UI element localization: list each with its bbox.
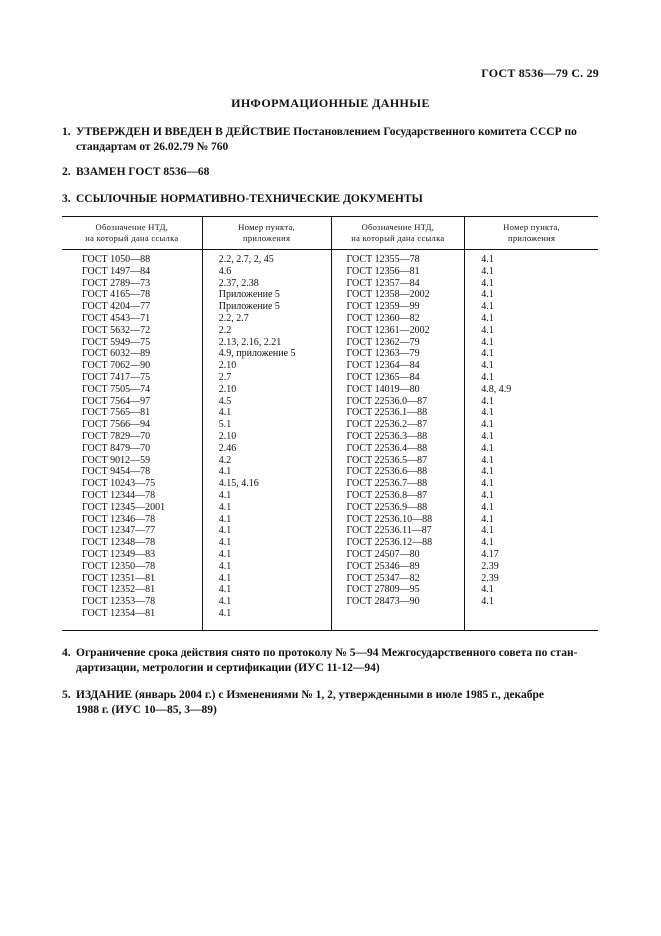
- table-cell-ntd: ГОСТ 12348—78: [82, 537, 156, 549]
- table-cell-ntd: ГОСТ 2789—73: [82, 277, 151, 289]
- section-text-line1: УТВЕРЖДЕН И ВВЕДЕН В ДЕЙСТВИЕ Постановлением Государственного комитета СССР по: [76, 126, 577, 138]
- table-cell-item: 2.10: [218, 430, 237, 442]
- table-cell-ntd: ГОСТ 7566—94: [82, 419, 151, 431]
- section-text-line2: стандартам от 26.02.79 № 760: [76, 141, 229, 153]
- table-cell-item: 2.2, 2.7: [218, 312, 249, 324]
- section-text: ВЗАМЕН ГОСТ 8536—68: [76, 166, 210, 178]
- table-cell-ntd: ГОСТ 22536.11—87: [346, 525, 432, 537]
- table-cell-ntd: ГОСТ 4204—77: [82, 301, 151, 313]
- table-cell-item: 4.1: [481, 466, 494, 478]
- table-cell-item: 4.17: [481, 548, 499, 560]
- table-cell-item: 4.1: [481, 277, 494, 289]
- table-header-row: [62, 217, 598, 250]
- table-cell-ntd: ГОСТ 12351—81: [82, 572, 156, 584]
- table-cell-item: 4.1: [481, 395, 494, 407]
- table-cell-item: 2.46: [218, 442, 237, 454]
- table-cell-ntd: ГОСТ 12356—81: [346, 265, 420, 277]
- table-cell-ntd: ГОСТ 12362—79: [346, 336, 420, 348]
- table-cell-item: 4.8, 4.9: [481, 383, 512, 395]
- table-cell-ntd: ГОСТ 14019—80: [346, 383, 420, 395]
- column-ntd-left: [62, 250, 203, 630]
- table-cell-item: 4.1: [218, 596, 232, 608]
- table-cell-item: 2.10: [218, 383, 237, 395]
- table-cell-item: 5.1: [218, 419, 232, 431]
- table-cell-ntd: ГОСТ 12355—78: [346, 254, 420, 265]
- section-text-line2: дартизации, метрологии и сертификации (ИУС 11-12—94): [76, 662, 380, 674]
- table-cell-ntd: ГОСТ 1050—88: [82, 254, 151, 265]
- table-cell-item: 2.7: [218, 371, 232, 383]
- table-cell-item: 4.1: [481, 371, 494, 383]
- table-cell-ntd: ГОСТ 22536.3—88: [346, 430, 428, 442]
- table-cell-item: 4.5: [218, 395, 232, 407]
- header-text: на который дана ссылка: [351, 233, 445, 243]
- table-cell-ntd: ГОСТ 22536.7—88: [346, 478, 428, 490]
- table-cell-item: 4.9, приложение 5: [218, 348, 296, 360]
- table-cell-item: 4.1: [218, 407, 232, 419]
- header-text: Номер пункта,: [503, 222, 560, 232]
- table-cell-ntd: ГОСТ 12358—2002: [346, 289, 430, 301]
- column-ntd-right: [332, 250, 466, 630]
- table-cell-ntd: ГОСТ 7829—70: [82, 430, 151, 442]
- page-title: ИНФОРМАЦИОННЫЕ ДАННЫЕ: [231, 96, 430, 110]
- table-cell-item: 4.1: [218, 607, 232, 619]
- table-cell-ntd: ГОСТ 12347—77: [82, 525, 156, 537]
- table-cell-item: 4.1: [481, 513, 494, 525]
- table-cell-item: 4.1: [218, 548, 232, 560]
- table-cell-ntd: ГОСТ 7564—97: [82, 395, 151, 407]
- section-number: 4.: [62, 647, 71, 659]
- section-number: 2.: [62, 166, 71, 178]
- table-cell-ntd: ГОСТ 28473—90: [346, 596, 420, 608]
- table-cell-item: 4.1: [481, 596, 494, 608]
- section-text-line1: Ограничение срока действия снято по протоколу № 5—94 Межгосударственного совета по стан-: [76, 647, 578, 659]
- column-item-right: [465, 250, 598, 630]
- table-cell-ntd: ГОСТ 12350—78: [82, 560, 156, 572]
- table-cell-ntd: ГОСТ 12354—81: [82, 607, 156, 619]
- table-cell-item: Приложение 5: [218, 289, 280, 301]
- table-cell-item: 4.1: [218, 537, 232, 549]
- table-cell-item: 4.1: [218, 513, 232, 525]
- table-cell-item: 4.6: [218, 265, 232, 277]
- table-cell-ntd: ГОСТ 27809—95: [346, 584, 420, 596]
- table-cell-ntd: ГОСТ 8479—70: [82, 442, 151, 454]
- table-cell-ntd: ГОСТ 12357—84: [346, 277, 420, 289]
- table-cell-ntd: ГОСТ 25347—82: [346, 572, 420, 584]
- table-cell-item: 4.1: [218, 525, 232, 537]
- section-text: ССЫЛОЧНЫЕ НОРМАТИВНО-ТЕХНИЧЕСКИЕ ДОКУМЕНТЫ: [76, 193, 423, 205]
- table-cell-item: 4.1: [218, 584, 232, 596]
- table-cell-ntd: ГОСТ 7505—74: [82, 383, 151, 395]
- table-cell-item: 2.13, 2.16, 2.21: [218, 336, 282, 348]
- table-cell-item: 4.1: [481, 430, 494, 442]
- table-cell-ntd: ГОСТ 25346—89: [346, 560, 420, 572]
- table-cell-ntd: ГОСТ 12352—81: [82, 584, 156, 596]
- table-cell-item: 4.1: [218, 489, 232, 501]
- table-cell-ntd: ГОСТ 7417—75: [82, 371, 151, 383]
- table-cell-item: 2.2, 2.7, 2, 45: [218, 254, 274, 265]
- table-cell-ntd: ГОСТ 12349—83: [82, 548, 156, 560]
- column-header-item-right: [465, 217, 598, 249]
- table-cell-ntd: ГОСТ 22536.4—88: [346, 442, 428, 454]
- table-cell-ntd: ГОСТ 10243—75: [82, 478, 156, 490]
- table-cell-ntd: ГОСТ 12365—84: [346, 371, 420, 383]
- table-cell-ntd: ГОСТ 9454—78: [82, 466, 151, 478]
- table-cell-ntd: ГОСТ 24507—80: [346, 548, 420, 560]
- header-text: на который дана ссылка: [85, 233, 179, 243]
- section-references: [62, 192, 598, 207]
- table-cell-item: Приложение 5: [218, 301, 280, 313]
- section-text-line2: 1988 г. (ИУС 10—85, 3—89): [76, 704, 217, 716]
- header-text: Номер пункта,: [238, 222, 295, 232]
- column-header-item-left: [203, 217, 332, 249]
- table-body: [62, 250, 598, 630]
- table-cell-item: 4.1: [481, 336, 494, 348]
- table-cell-item: 4.1: [481, 301, 494, 313]
- table-cell-ntd: ГОСТ 5632—72: [82, 324, 151, 336]
- table-cell-item: 4.1: [218, 572, 232, 584]
- table-cell-ntd: ГОСТ 5949—75: [82, 336, 151, 348]
- table-cell-ntd: ГОСТ 1497—84: [82, 265, 151, 277]
- table-cell-item: 4.1: [481, 407, 494, 419]
- table-cell-item: 4.1: [481, 289, 494, 301]
- column-header-ntd-left: [62, 217, 203, 249]
- section-edition: [62, 688, 598, 718]
- section-replaces: [62, 165, 598, 180]
- section-validity: [62, 646, 598, 676]
- table-cell-ntd: ГОСТ 12363—79: [346, 348, 420, 360]
- table-cell-item: 4.1: [481, 360, 494, 372]
- section-number: 3.: [62, 193, 71, 205]
- table-cell-ntd: ГОСТ 6032—89: [82, 348, 151, 360]
- header-text: приложения: [508, 233, 556, 243]
- table-cell-ntd: ГОСТ 4165—78: [82, 289, 151, 301]
- header-text: приложения: [243, 233, 291, 243]
- table-cell-ntd: ГОСТ 22536.10—88: [346, 513, 433, 525]
- table-cell-ntd: ГОСТ 22536.9—88: [346, 501, 428, 513]
- table-cell-item: 4.1: [481, 454, 494, 466]
- table-cell-item: 2.39: [481, 560, 499, 572]
- section-text-line1: ИЗДАНИЕ (январь 2004 г.) с Изменениями № 1, 2, утвержденными в июле 1985 г., декабре: [76, 689, 545, 701]
- table-cell-item: 4.1: [218, 501, 232, 513]
- table-cell-item: 2.2: [218, 324, 232, 336]
- table-cell-ntd: ГОСТ 22536.8—87: [346, 489, 428, 501]
- section-number: 5.: [62, 689, 71, 701]
- table-cell-item: 2.39: [481, 572, 499, 584]
- table-cell-ntd: ГОСТ 4543—71: [82, 312, 151, 324]
- table-cell-ntd: ГОСТ 9012—59: [82, 454, 151, 466]
- header-text: Обозначение НТД,: [95, 222, 169, 232]
- table-cell-item: 4.1: [218, 560, 232, 572]
- table-cell-item: 4.1: [481, 489, 494, 501]
- table-cell-item: 4.1: [218, 466, 232, 478]
- table-cell-item: 4.1: [481, 537, 494, 549]
- table-cell-ntd: ГОСТ 22536.6—88: [346, 466, 428, 478]
- table-cell-item: 4.1: [481, 478, 494, 490]
- table-cell-item: 4.1: [481, 312, 494, 324]
- reference-table: [62, 216, 598, 631]
- column-header-ntd-right: [332, 217, 466, 249]
- table-cell-ntd: ГОСТ 12353—78: [82, 596, 156, 608]
- table-cell-ntd: ГОСТ 22536.5—87: [346, 454, 428, 466]
- table-cell-item: 4.1: [481, 584, 494, 596]
- table-cell-ntd: ГОСТ 12360—82: [346, 312, 420, 324]
- table-cell-item: 4.1: [481, 525, 494, 537]
- page-header: ГОСТ 8536—79 С. 29: [481, 66, 599, 80]
- table-cell-ntd: ГОСТ 12346—78: [82, 513, 156, 525]
- header-text: Обозначение НТД,: [361, 222, 435, 232]
- table-cell-ntd: ГОСТ 22536.2—87: [346, 419, 428, 431]
- table-cell-item: 4.1: [481, 419, 494, 431]
- table-cell-ntd: ГОСТ 22536.1—88: [346, 407, 428, 419]
- table-cell-item: 4.15, 4.16: [218, 478, 259, 490]
- table-cell-ntd: ГОСТ 12361—2002: [346, 324, 430, 336]
- table-cell-item: 4.1: [481, 254, 494, 265]
- table-cell-item: 4.1: [481, 501, 494, 513]
- table-cell-item: 4.1: [481, 324, 494, 336]
- table-cell-item: 4.1: [481, 265, 494, 277]
- table-cell-item: 4.1: [481, 442, 494, 454]
- section-number: 1.: [62, 126, 71, 138]
- section-approval: [62, 125, 598, 155]
- table-cell-ntd: ГОСТ 22536.0—87: [346, 395, 428, 407]
- table-cell-ntd: ГОСТ 12344—78: [82, 489, 156, 501]
- table-cell-ntd: ГОСТ 12364—84: [346, 360, 420, 372]
- table-cell-item: 2.10: [218, 360, 237, 372]
- column-item-left: [203, 250, 332, 630]
- table-cell-ntd: ГОСТ 12345—2001: [82, 501, 166, 513]
- table-cell-ntd: ГОСТ 22536.12—88: [346, 537, 433, 549]
- table-cell-ntd: ГОСТ 7565—81: [82, 407, 151, 419]
- table-cell-ntd: ГОСТ 7062—90: [82, 360, 151, 372]
- table-cell-item: 4.2: [218, 454, 232, 466]
- table-cell-item: 4.1: [481, 348, 494, 360]
- table-cell-ntd: ГОСТ 12359—99: [346, 301, 420, 313]
- table-cell-item: 2.37, 2.38: [218, 277, 259, 289]
